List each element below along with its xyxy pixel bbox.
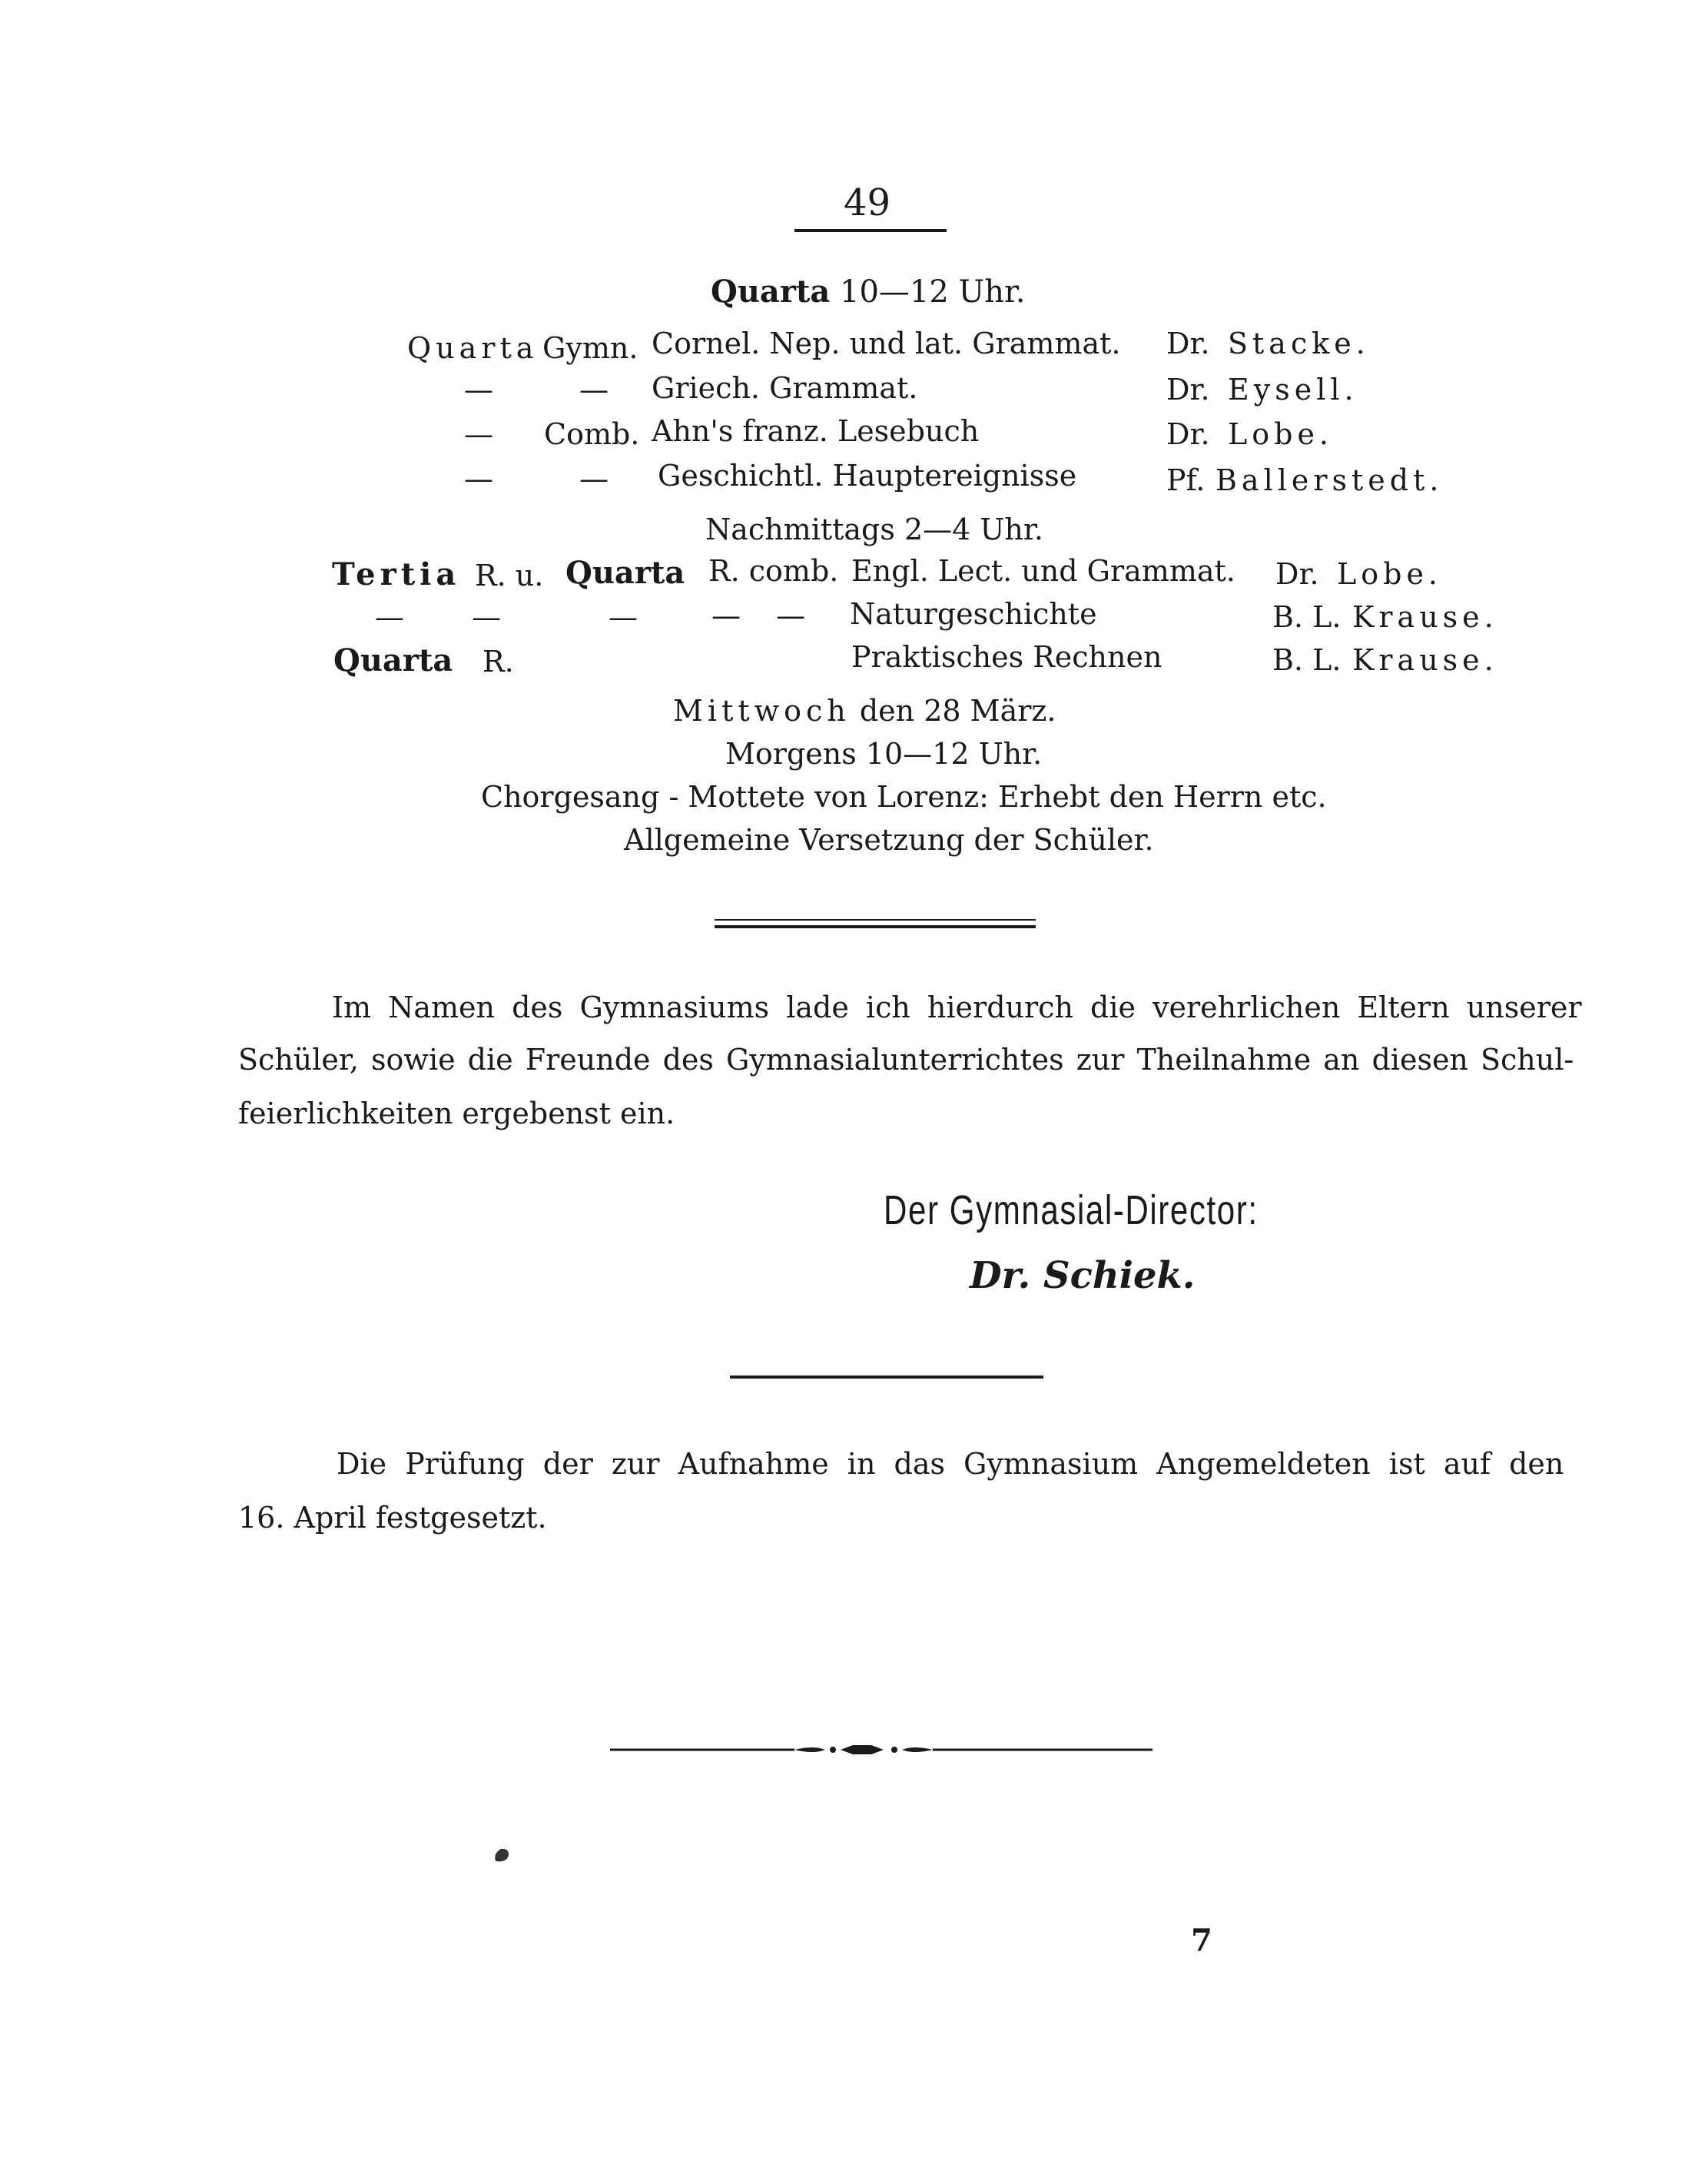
row-subject: Cornel. Nep. und lat. Grammat. — [652, 327, 1121, 360]
row-dash: — — [609, 600, 638, 634]
row-dash: — — [776, 599, 805, 632]
row-subject: Naturgeschichte — [850, 597, 1097, 631]
row-teacher-name: Lobe. — [1337, 557, 1443, 591]
row-subject: Geschichtl. Hauptereignisse — [658, 459, 1077, 493]
row-dash: — — [579, 462, 609, 496]
row-dash: — — [711, 599, 741, 632]
row-class: Quarta — [407, 331, 539, 365]
row-dash: — — [464, 417, 493, 451]
row-r1: R. u. — [475, 559, 544, 592]
page-number-underline — [794, 229, 947, 232]
row-teacher-name: Lobe. — [1228, 417, 1334, 451]
row-subject: Ahn's franz. Lesebuch — [652, 414, 980, 448]
wednesday-date: den 28 März. — [859, 694, 1056, 728]
wednesday-day: Mittwoch — [673, 694, 851, 728]
row-tertia: Tertia — [332, 556, 461, 592]
quarta-heading-time: 10—12 Uhr. — [840, 274, 1026, 310]
ornament-divider — [610, 1738, 1152, 1761]
choir-line: Chorgesang - Mottete von Lorenz: Erhebt den Herrn etc. — [481, 780, 1327, 814]
afternoon-heading: Nachmittags 2—4 Uhr. — [705, 513, 1043, 546]
row-teacher-title: Dr. — [1166, 327, 1210, 360]
wednesday-heading — [673, 694, 1056, 728]
page-number: 49 — [844, 181, 891, 224]
row-r: R. — [483, 645, 514, 679]
row-comb: Comb. — [544, 417, 640, 451]
wednesday-time: Morgens 10—12 Uhr. — [725, 737, 1043, 771]
section-divider-top — [715, 919, 1036, 921]
quarta-heading-class: Quarta — [711, 274, 831, 310]
row-teacher-title: B. L. — [1272, 600, 1342, 634]
row-teacher-title: B. L. — [1272, 643, 1342, 677]
row-dash: — — [375, 600, 404, 634]
row-r2: R. comb. — [708, 554, 839, 588]
row-dash: — — [464, 373, 493, 407]
row-dash: — — [464, 462, 493, 496]
row-subject: Praktisches Rechnen — [851, 640, 1162, 674]
invitation-line-3: feierlichkeiten ergebenst ein. — [238, 1097, 675, 1130]
exam-notice-line-2: 16. April festgesetzt. — [238, 1501, 547, 1535]
row-teacher-name: Eysell. — [1228, 373, 1358, 407]
row-teacher-title: Dr. — [1275, 557, 1319, 591]
row-teacher-name: Krause. — [1352, 600, 1498, 634]
row-teacher-name: Ballerstedt. — [1215, 463, 1444, 497]
signature-mark: 7 — [1191, 1923, 1212, 1959]
row-subject: Engl. Lect. und Grammat. — [851, 554, 1235, 588]
row-teacher-name: Krause. — [1352, 643, 1498, 677]
row-teacher-name: Stacke. — [1228, 327, 1370, 360]
ink-blot — [492, 1846, 512, 1866]
quarta-heading — [711, 274, 1026, 310]
promotion-line: Allgemeine Versetzung der Schüler. — [624, 823, 1154, 857]
row-dash: — — [472, 600, 501, 634]
row-quarta: Quarta — [333, 642, 453, 679]
row-gymn: Gymn. — [542, 331, 638, 365]
row-teacher-title: Dr. — [1166, 417, 1210, 451]
exam-notice-line-1: Die Prüfung der zur Aufnahme in das Gymnasium Angemeldeten ist auf den — [337, 1447, 1564, 1481]
section-divider-bottom — [715, 925, 1036, 928]
row-teacher-title: Pf. — [1166, 463, 1206, 497]
director-title: Der Gymnasial-Director: — [884, 1187, 1259, 1233]
row-subject: Griech. Grammat. — [652, 371, 918, 405]
row-teacher-title: Dr. — [1166, 373, 1210, 407]
row-quarta: Quarta — [565, 555, 685, 591]
row-dash: — — [579, 373, 609, 407]
signature-divider — [730, 1376, 1043, 1379]
invitation-line-1: Im Namen des Gymnasiums lade ich hierdurch die verehrlichen Eltern unserer — [332, 991, 1582, 1024]
invitation-line-2: Schüler, sowie die Freunde des Gymnasialunterrichtes zur Theilnahme an diesen Schul- — [238, 1043, 1574, 1077]
director-name: Dr. Schiek. — [970, 1254, 1196, 1297]
